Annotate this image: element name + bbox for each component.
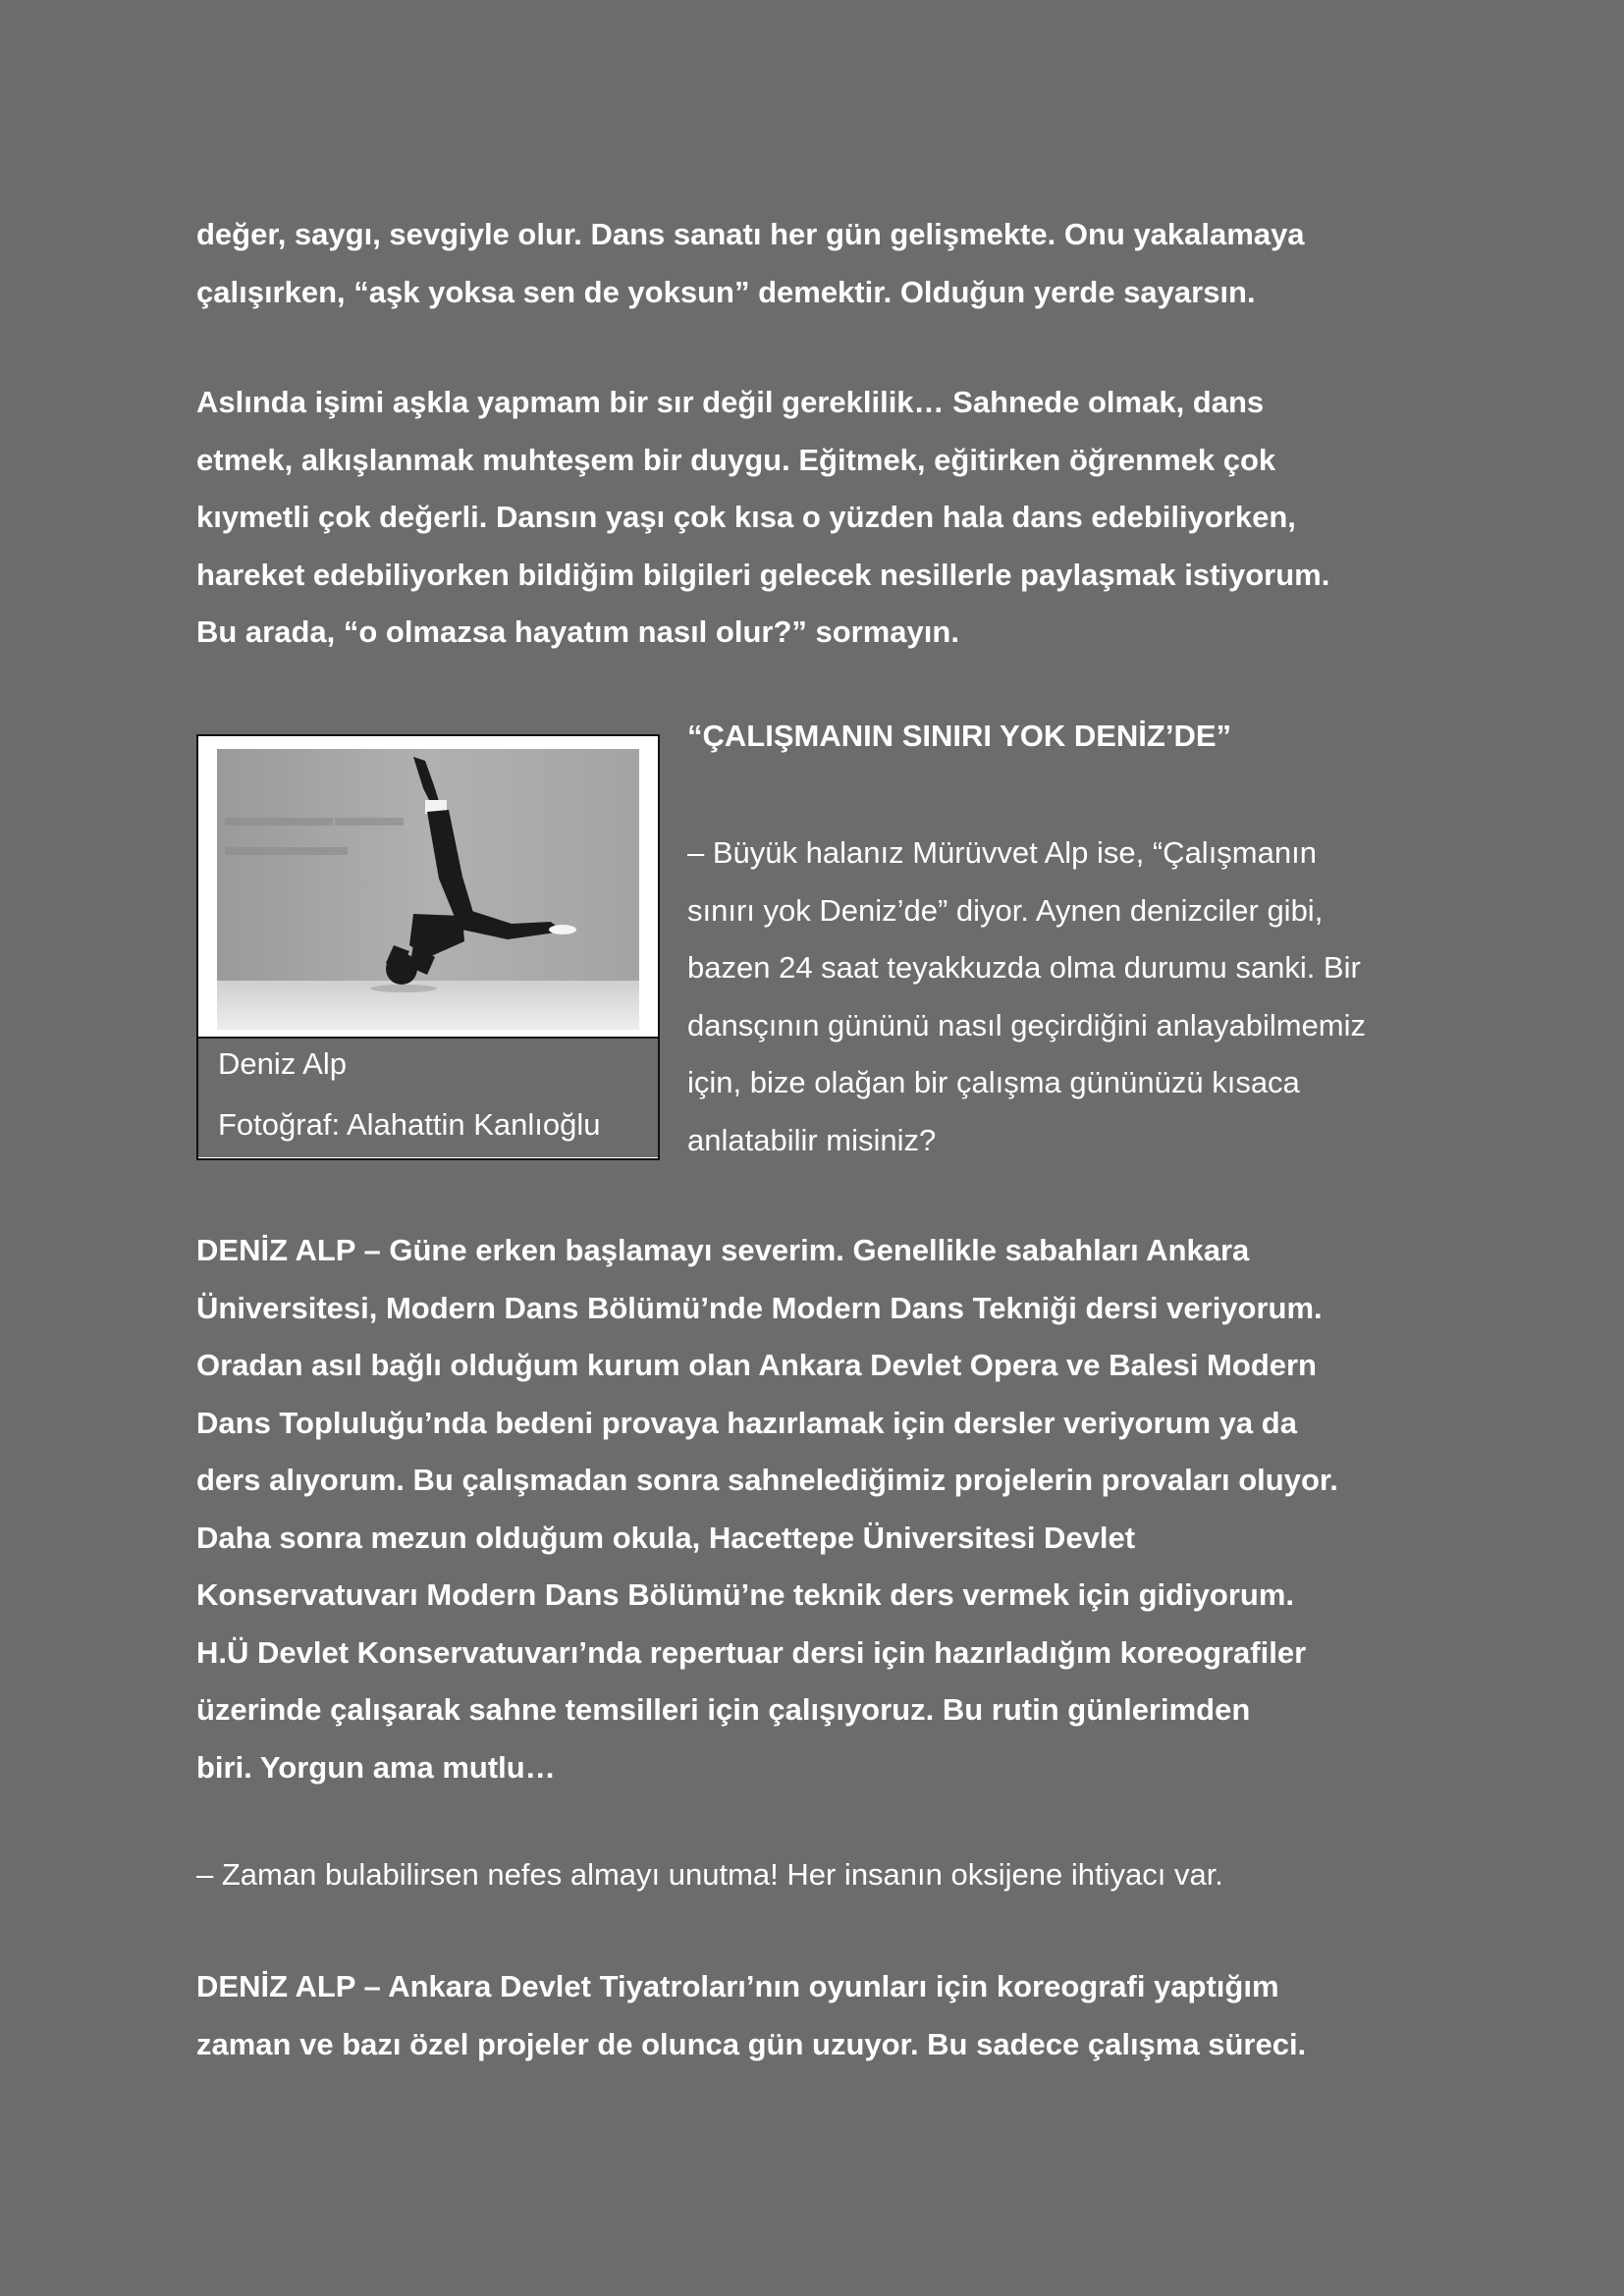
- text-line: H.Ü Devlet Konservatuvarı’nda repertuar dersi için hazırladığım koreografiler: [196, 1634, 1307, 1670]
- text-line: hareket edebiliyorken bildiğim bilgileri gelecek nesillerle paylaşmak istiyorum.: [196, 557, 1330, 592]
- caption-credit: Fotoğraf: Alahattin Kanlıoğlu: [218, 1107, 601, 1142]
- dancer-photo: [217, 749, 639, 1030]
- text-line: DENİZ ALP – Güne erken başlamayı severim. Genellikle sabahları Ankara: [196, 1233, 1250, 1267]
- text-line: ders alıyorum. Bu çalışmadan sonra sahnelediğimiz projelerin provaları oluyor.: [196, 1463, 1338, 1497]
- text-line: – Zaman bulabilirsen nefes almayı unutma! Her insanın oksijene ihtiyacı var.: [196, 1857, 1223, 1892]
- text-line: etmek, alkışlanmak muhteşem bir duygu. Eğitmek, eğitirken öğrenmek çok: [196, 442, 1276, 477]
- text-line: çalışırken, “aşk yoksa sen de yoksun” demektir. Olduğun yerde sayarsın.: [196, 274, 1256, 309]
- text-line: dansçının gününü nasıl geçirdiğini anlayabilmemiz: [687, 1007, 1367, 1042]
- text-line: için, bize olağan bir çalışma gününüzü kısaca: [687, 1065, 1300, 1099]
- text-line: Oradan asıl bağlı olduğum kurum olan Ankara Devlet Opera ve Balesi Modern: [196, 1348, 1317, 1382]
- paragraph-love-of-dance: [196, 206, 1473, 321]
- text-line: Aslında işimi aşkla yapmam bir sır değil gereklilik… Sahnede olmak, dans: [196, 385, 1265, 419]
- answer-daily-routine: [196, 1222, 1473, 1796]
- text-line: Daha sonra mezun olduğum okula, Hacettepe Üniversitesi Devlet: [196, 1520, 1136, 1555]
- text-line: – Büyük halanız Mürüvvet Alp ise, “Çalışmanın: [687, 835, 1317, 870]
- photo-figure: [196, 734, 660, 1160]
- photo-caption-area: [198, 1039, 658, 1157]
- text-line: üzerinde çalışarak sahne temsilleri için çalışıyoruz. Bu rutin günlerimden: [196, 1692, 1251, 1727]
- text-line: biri. Yorgun ama mutlu…: [196, 1749, 556, 1785]
- answer-choreography: [196, 1958, 1473, 2073]
- text-line: kıymetli çok değerli. Dansın yaşı çok kısa o yüzden hala dans edebiliyorken,: [196, 500, 1296, 534]
- text-line: Konservatuvarı Modern Dans Bölümü’ne teknik ders vermek için gidiyorum.: [196, 1577, 1295, 1612]
- text-line: zaman ve bazı özel projeler de olunca gün uzuyor. Bu sadece çalışma süreci.: [196, 2026, 1307, 2061]
- text-line: bazen 24 saat teyakkuzda olma durumu sanki. Bir: [687, 950, 1361, 985]
- paragraph-work-with-love: [196, 374, 1473, 662]
- interviewer-remark: [196, 1846, 1473, 1904]
- text-line: Bu arada, “o olmazsa hayatım nasıl olur?” sormayın.: [196, 614, 959, 649]
- section-heading: “ÇALIŞMANIN SINIRI YOK DENİZ’DE”: [687, 719, 1232, 753]
- text-line: anlatabilir misiniz?: [687, 1122, 937, 1157]
- text-line: sınırı yok Deniz’de” diyor. Aynen denizciler gibi,: [687, 892, 1324, 928]
- interview-question: [687, 825, 1434, 1169]
- text-line: DENİZ ALP – Ankara Devlet Tiyatroları’nın oyunları için koreografi yaptığım: [196, 1969, 1279, 2003]
- caption-name: Deniz Alp: [218, 1046, 347, 1081]
- text-line: Dans Topluluğu’nda bedeni provaya hazırlamak için dersler veriyorum ya da: [196, 1405, 1297, 1440]
- text-line: değer, saygı, sevgiyle olur. Dans sanatı her gün gelişmekte. Onu yakalamaya: [196, 217, 1305, 251]
- text-line: Üniversitesi, Modern Dans Bölümü’nde Modern Dans Tekniği dersi veriyorum.: [196, 1290, 1323, 1325]
